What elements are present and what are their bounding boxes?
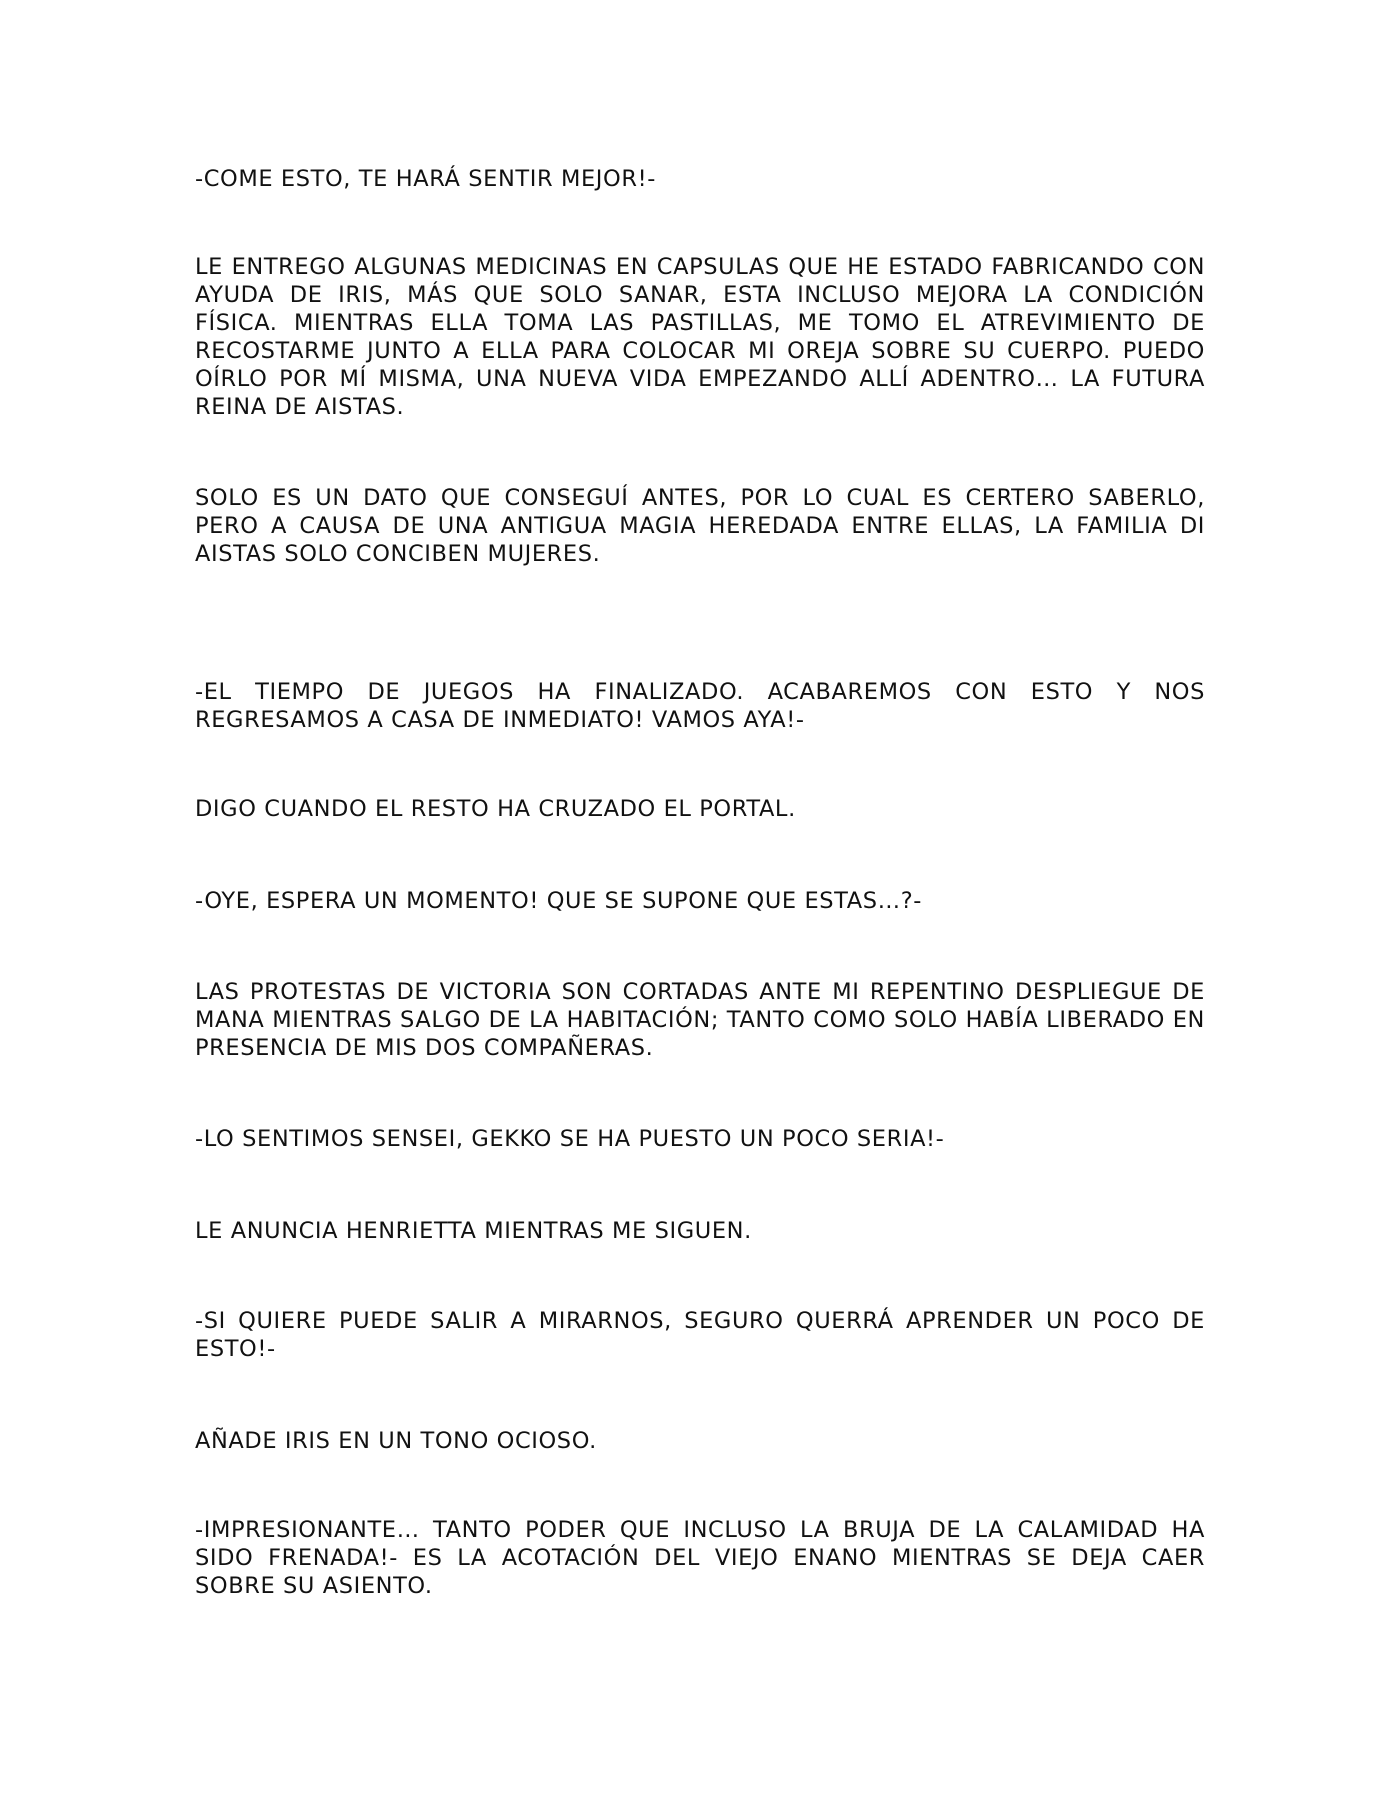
paragraph-8: -LO SENTIMOS SENSEI, GEKKO SE HA PUESTO UN POCO SERIA!- (195, 1126, 945, 1152)
paragraph-6: -OYE, ESPERA UN MOMENTO! QUE SE SUPONE QUE ESTAS…?- (195, 888, 923, 914)
paragraph-10: -SI QUIERE PUEDE SALIR A MIRARNOS, SEGURO QUERRÁ APRENDER UN POCO DE ESTO!- (195, 1308, 1205, 1362)
paragraph-3: SOLO ES UN DATO QUE CONSEGUÍ ANTES, POR LO CUAL ES CERTERO SABERLO, PERO A CAUSA DE UNA ANTIGUA MAGIA HEREDADA ENTRE ELLAS, LA FAMILIA DI AISTAS SOLO CONCIBEN MUJERES. (195, 485, 1205, 567)
paragraph-12: -IMPRESIONANTE… TANTO PODER QUE INCLUSO LA BRUJA DE LA CALAMIDAD HA SIDO FRENADA!- ES LA ACOTACIÓN DEL VIEJO ENANO MIENTRAS SE DEJA CAER SOBRE SU ASIENTO. (195, 1517, 1205, 1599)
paragraph-2: LE ENTREGO ALGUNAS MEDICINAS EN CAPSULAS QUE HE ESTADO FABRICANDO CON AYUDA DE IRIS, MÁS QUE SOLO SANAR, ESTA INCLUSO MEJORA LA CONDICIÓN FÍSICA. MIENTRAS ELLA TOMA LAS PASTILLAS, ME TOMO EL ATREVIMIENTO DE RECOSTARME JUNTO A ELLA PARA COLOCAR MI OREJA SOBRE SU CUERPO. PUEDO OÍRLO POR MÍ MISMA, UNA NUEVA VIDA EMPEZANDO ALLÍ ADENTRO… LA FUTURA REINA DE AISTAS. (195, 254, 1205, 420)
paragraph-9: LE ANUNCIA HENRIETTA MIENTRAS ME SIGUEN. (195, 1218, 752, 1244)
paragraph-4: -EL TIEMPO DE JUEGOS HA FINALIZADO. ACABAREMOS CON ESTO Y NOS REGRESAMOS A CASA DE INMEDIATO! VAMOS AYA!- (195, 679, 1205, 733)
paragraph-5: DIGO CUANDO EL RESTO HA CRUZADO EL PORTAL. (195, 796, 796, 822)
paragraph-11: AÑADE IRIS EN UN TONO OCIOSO. (195, 1428, 597, 1454)
paragraph-7: LAS PROTESTAS DE VICTORIA SON CORTADAS ANTE MI REPENTINO DESPLIEGUE DE MANA MIENTRAS SALGO DE LA HABITACIÓN; TANTO COMO SOLO HABÍA LIBERADO EN PRESENCIA DE MIS DOS COMPAÑERAS. (195, 979, 1205, 1061)
paragraph-1: -COME ESTO, TE HARÁ SENTIR MEJOR!- (195, 166, 656, 192)
